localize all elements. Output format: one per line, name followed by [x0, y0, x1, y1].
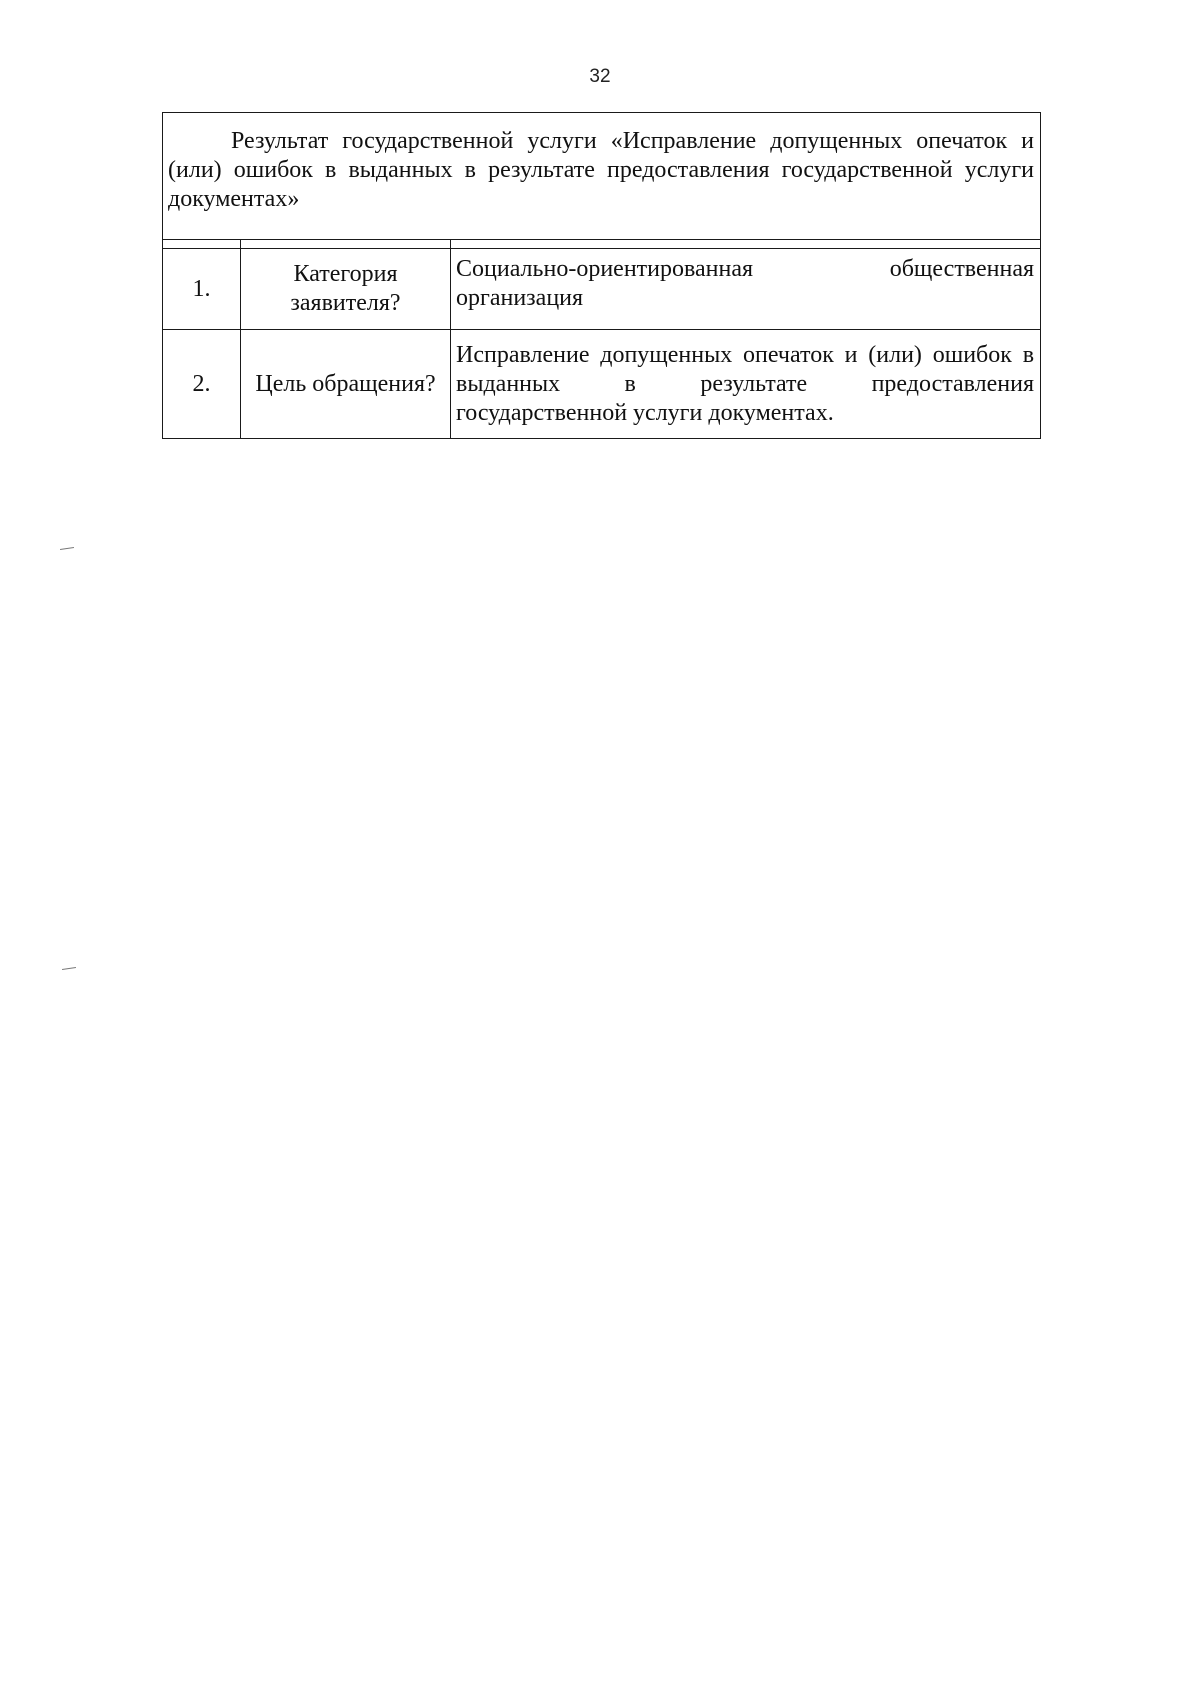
row-question-cell: [241, 249, 451, 330]
row-question-cell: [241, 330, 451, 439]
spacer-cell-question: [241, 240, 451, 249]
row-number-cell: [163, 330, 241, 439]
spacer-cell-answer: [451, 240, 1041, 249]
scan-artifact-mark: [60, 547, 74, 550]
row-answer-cell: [451, 330, 1041, 439]
row-number: 1.: [192, 275, 211, 302]
page-number: 32: [589, 66, 611, 87]
spacer-cell-number: [163, 240, 241, 249]
service-result-table: [162, 112, 1041, 439]
table-header-cell: [163, 113, 1041, 240]
table-spacer-row: [163, 240, 1041, 249]
table-row: [163, 249, 1041, 330]
row-question: Категория заявителя?: [290, 261, 401, 316]
row-answer: Исправление допущенных опечаток и (или) ошибок в выданных в результате предоставления государственной услуги документах.: [456, 341, 1035, 426]
scan-artifact-mark: [62, 967, 76, 970]
table-header-row: [163, 113, 1041, 240]
row-number: 2.: [192, 370, 211, 397]
row-answer-cell: [451, 249, 1041, 330]
table-header-text: Результат государственной услуги «Исправление допущенных опечаток и (или) ошибок в выданных в результате предоставления государственной услуги документах»: [168, 128, 1035, 212]
row-number-cell: [163, 249, 241, 330]
row-question: Цель обращения?: [255, 370, 436, 397]
table-row: [163, 330, 1041, 439]
row-answer: Социально-ориентированная общественная организация: [456, 256, 1035, 311]
